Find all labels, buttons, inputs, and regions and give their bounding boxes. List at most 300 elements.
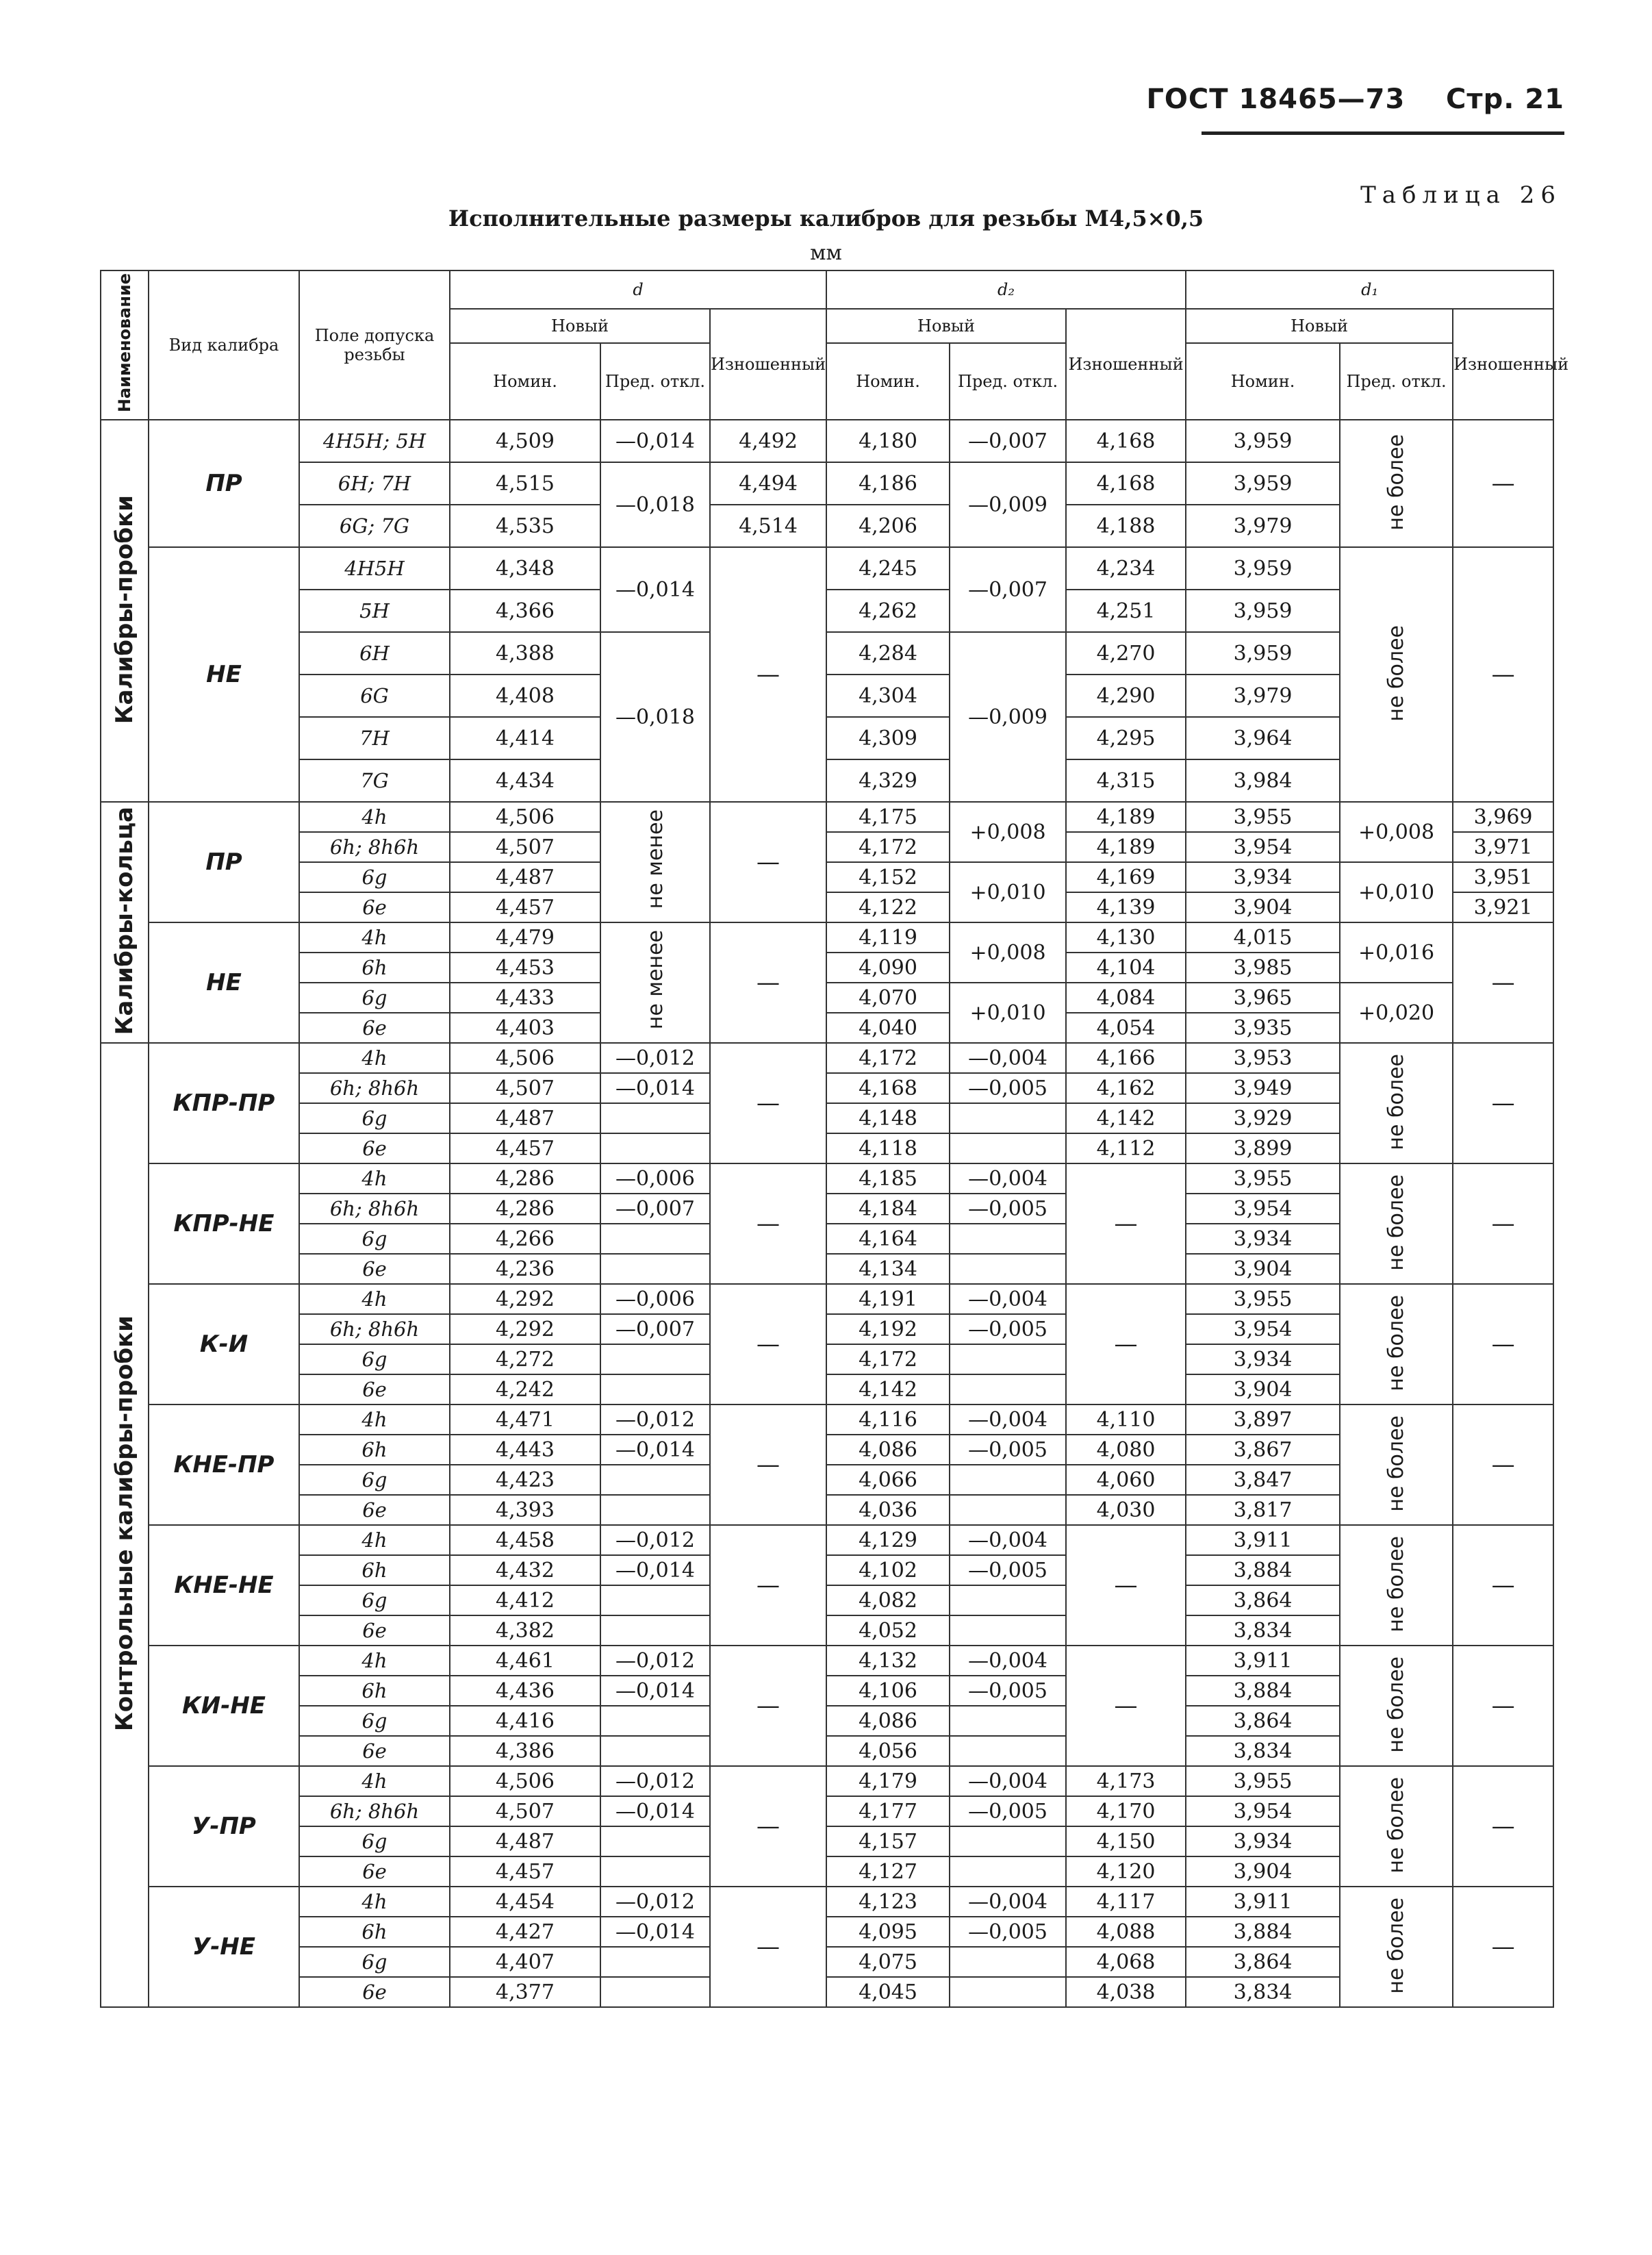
d2-worn-dash: — xyxy=(1066,1163,1186,1284)
group-name-cell xyxy=(101,802,149,1043)
d2-nominal: 4,118 xyxy=(826,1133,950,1163)
d1-nominal: 3,911 xyxy=(1186,1525,1340,1555)
table-row xyxy=(101,1013,1553,1043)
not-more-note: не более xyxy=(1384,433,1409,531)
table-unit: мм xyxy=(810,241,842,265)
d-nominal: 4,427 xyxy=(450,1917,600,1947)
gauge-table xyxy=(100,270,1569,2008)
tolerance-field: 6g xyxy=(299,862,450,892)
d2-nominal: 4,157 xyxy=(826,1826,950,1856)
table-row xyxy=(101,892,1553,922)
d1-nominal: 3,985 xyxy=(1186,953,1340,983)
d-nominal: 4,507 xyxy=(450,832,600,862)
table-row xyxy=(101,983,1553,1013)
d2-tolerance: —0,004 xyxy=(950,1163,1066,1194)
d-worn-header: Изношенный xyxy=(710,309,826,420)
not-less-note: не менее xyxy=(643,809,668,909)
d-nominal: 4,432 xyxy=(450,1555,600,1585)
d-tolerance: —0,012 xyxy=(600,1646,710,1676)
not-less-note: не менее xyxy=(643,930,668,1030)
d-nominal: 4,366 xyxy=(450,590,600,632)
d2-worn: 4,168 xyxy=(1066,462,1186,505)
d-tolerance xyxy=(600,1133,710,1163)
d2-nominal: 4,086 xyxy=(826,1706,950,1736)
gauge-type: НЕ xyxy=(149,547,299,802)
table-row xyxy=(101,1947,1553,1977)
d2-worn: 4,088 xyxy=(1066,1917,1186,1947)
d-tolerance: —0,012 xyxy=(600,1043,710,1073)
table-row xyxy=(101,462,1553,505)
d2-nominal: 4,186 xyxy=(826,462,950,505)
tolerance-field: 6g xyxy=(299,1465,450,1495)
table-row xyxy=(101,1676,1553,1706)
tolerance-field: 6g xyxy=(299,983,450,1013)
d1-nominal: 3,884 xyxy=(1186,1917,1340,1947)
gauge-type: НЕ xyxy=(149,922,299,1043)
d2-nominal-header: Номин. xyxy=(826,343,950,420)
table-row xyxy=(101,675,1553,717)
d1-worn-dash: — xyxy=(1453,1887,1553,2007)
d2-nominal: 4,066 xyxy=(826,1465,950,1495)
gauge-type: КНЕ-ПР xyxy=(149,1404,299,1525)
d2-tolerance xyxy=(950,1856,1066,1887)
d-nominal: 4,458 xyxy=(450,1525,600,1555)
tolerance-field: 6e xyxy=(299,892,450,922)
d1-nominal: 3,817 xyxy=(1186,1495,1340,1525)
d-tolerance: —0,012 xyxy=(600,1404,710,1435)
d2-nominal: 4,304 xyxy=(826,675,950,717)
d2-worn: 4,130 xyxy=(1066,922,1186,953)
d-tolerance xyxy=(600,1826,710,1856)
tolerance-field: 6g xyxy=(299,1344,450,1374)
table-row xyxy=(101,1224,1553,1254)
tolerance-field: 6g xyxy=(299,1224,450,1254)
d2-worn: 4,295 xyxy=(1066,717,1186,759)
group-name: Калибры-пробки xyxy=(111,494,138,725)
d2-worn: 4,038 xyxy=(1066,1977,1186,2007)
table-row xyxy=(101,1284,1553,1314)
d-nominal: 4,382 xyxy=(450,1615,600,1646)
tolerance-field: 6e xyxy=(299,1374,450,1404)
table-row xyxy=(101,1585,1553,1615)
d-nominal: 4,266 xyxy=(450,1224,600,1254)
d1-nominal: 3,934 xyxy=(1186,1224,1340,1254)
tolerance-field: 6e xyxy=(299,1495,450,1525)
tolerance-field: 4h xyxy=(299,1766,450,1796)
d2-nominal: 4,090 xyxy=(826,953,950,983)
d2-worn-dash: — xyxy=(1066,1525,1186,1646)
d1-nominal: 3,864 xyxy=(1186,1585,1340,1615)
d2-worn: 4,139 xyxy=(1066,892,1186,922)
d1-worn-dash: — xyxy=(1453,547,1553,802)
tolerance-field: 6H; 7H xyxy=(299,462,450,505)
table-row xyxy=(101,922,1553,953)
tolerance-field: 4H5H; 5H xyxy=(299,420,450,462)
d1-tolerance-note xyxy=(1340,1887,1453,2007)
d1-worn-dash: — xyxy=(1453,922,1553,1043)
d2-tolerance: +0,010 xyxy=(950,983,1066,1043)
d1-nominal: 3,864 xyxy=(1186,1947,1340,1977)
d-nominal: 4,377 xyxy=(450,1977,600,2007)
d2-worn-dash: — xyxy=(1066,1646,1186,1766)
d-tolerance xyxy=(600,1615,710,1646)
tolerance-field: 6g xyxy=(299,1947,450,1977)
table-row xyxy=(101,1796,1553,1826)
d1-worn-dash: — xyxy=(1453,1404,1553,1525)
table-row xyxy=(101,717,1553,759)
d1-nominal: 3,904 xyxy=(1186,892,1340,922)
d-worn-dash: — xyxy=(710,1525,826,1646)
tolerance-field: 6e xyxy=(299,1736,450,1766)
d-tolerance xyxy=(600,1947,710,1977)
d2-worn: 4,166 xyxy=(1066,1043,1186,1073)
d-worn-dash: — xyxy=(710,1284,826,1404)
d-nominal: 4,506 xyxy=(450,1043,600,1073)
d1-nominal: 3,953 xyxy=(1186,1043,1340,1073)
d2-nominal: 4,122 xyxy=(826,892,950,922)
d2-tolerance xyxy=(950,1465,1066,1495)
d2-worn: 4,060 xyxy=(1066,1465,1186,1495)
tolerance-field: 6h; 8h6h xyxy=(299,1073,450,1103)
table-row xyxy=(101,1706,1553,1736)
table-row xyxy=(101,1254,1553,1284)
not-more-note: не более xyxy=(1384,1656,1409,1753)
tolerance-field: 6e xyxy=(299,1133,450,1163)
d1-nominal: 3,959 xyxy=(1186,547,1340,590)
d-tolerance: —0,006 xyxy=(600,1284,710,1314)
d1-nominal: 3,959 xyxy=(1186,462,1340,505)
gauge-type: КПР-ПР xyxy=(149,1043,299,1163)
gauge-type: КИ-НЕ xyxy=(149,1646,299,1766)
d-worn: 4,492 xyxy=(710,420,826,462)
d-nominal: 4,454 xyxy=(450,1887,600,1917)
table-title: Исполнительные размеры калибров для резьбы М4,5×0,5 xyxy=(448,205,1204,231)
tolerance-field: 6g xyxy=(299,1706,450,1736)
d2-nominal: 4,206 xyxy=(826,505,950,547)
d1-worn: 3,951 xyxy=(1453,862,1553,892)
d1-nominal: 3,934 xyxy=(1186,862,1340,892)
d-nominal: 4,403 xyxy=(450,1013,600,1043)
d2-tolerance xyxy=(950,1103,1066,1133)
d1-nominal: 3,965 xyxy=(1186,983,1340,1013)
d2-nominal: 4,119 xyxy=(826,922,950,953)
table-row xyxy=(101,505,1553,547)
d2-tolerance: —0,004 xyxy=(950,1404,1066,1435)
table-row xyxy=(101,1314,1553,1344)
tolerance-field: 4h xyxy=(299,1163,450,1194)
d-tolerance: —0,014 xyxy=(600,1796,710,1826)
tolerance-field: 4h xyxy=(299,922,450,953)
table-row xyxy=(101,1977,1553,2007)
d2-tolerance: —0,007 xyxy=(950,547,1066,632)
not-more-note: не более xyxy=(1384,1535,1409,1633)
d1-worn: 3,971 xyxy=(1453,832,1553,862)
d2-tolerance xyxy=(950,1224,1066,1254)
d-tolerance xyxy=(600,1254,710,1284)
d1-nominal: 3,954 xyxy=(1186,1194,1340,1224)
tolerance-field: 6e xyxy=(299,1013,450,1043)
tolerance-field: 6e xyxy=(299,1856,450,1887)
d1-tolerance: +0,020 xyxy=(1340,983,1453,1043)
col-field-header: Поле допуска резьбы xyxy=(299,270,450,420)
d1-nominal: 3,847 xyxy=(1186,1465,1340,1495)
table-row xyxy=(101,1525,1553,1555)
table-number: Таблица 26 xyxy=(1360,181,1562,209)
d2-worn-header: Изношенный xyxy=(1066,309,1186,420)
d-worn: 4,514 xyxy=(710,505,826,547)
d-nominal: 4,487 xyxy=(450,862,600,892)
d1-nominal: 3,934 xyxy=(1186,1826,1340,1856)
d1-nominal: 3,911 xyxy=(1186,1646,1340,1676)
d2-nominal: 4,309 xyxy=(826,717,950,759)
d-worn-dash: — xyxy=(710,1163,826,1284)
d-worn-dash: — xyxy=(710,1043,826,1163)
d2-worn: 4,104 xyxy=(1066,953,1186,983)
d-tolerance: —0,014 xyxy=(600,547,710,632)
d2-tolerance: —0,005 xyxy=(950,1917,1066,1947)
d2-tolerance: —0,004 xyxy=(950,1525,1066,1555)
col-d-header: d xyxy=(450,270,826,309)
d2-tolerance xyxy=(950,1826,1066,1856)
d2-nominal: 4,127 xyxy=(826,1856,950,1887)
d1-worn-dash: — xyxy=(1453,1163,1553,1284)
d-tolerance: —0,006 xyxy=(600,1163,710,1194)
d-worn-dash: — xyxy=(710,1887,826,2007)
d2-nominal: 4,191 xyxy=(826,1284,950,1314)
page-number: Стр. 21 xyxy=(1446,84,1564,115)
d1-nominal: 3,935 xyxy=(1186,1013,1340,1043)
d-nominal: 4,292 xyxy=(450,1314,600,1344)
d-nominal: 4,487 xyxy=(450,1826,600,1856)
d-nominal: 4,457 xyxy=(450,1856,600,1887)
d1-tolerance-note xyxy=(1340,1525,1453,1646)
gauge-type: У-ПР xyxy=(149,1766,299,1887)
d2-tolerance: —0,005 xyxy=(950,1796,1066,1826)
d-tolerance xyxy=(600,1103,710,1133)
table-row xyxy=(101,1495,1553,1525)
d-nominal: 4,386 xyxy=(450,1736,600,1766)
d-nominal: 4,388 xyxy=(450,632,600,675)
d-tolerance xyxy=(600,1856,710,1887)
d1-nominal: 3,884 xyxy=(1186,1676,1340,1706)
table-row xyxy=(101,1856,1553,1887)
d-tolerance xyxy=(600,1374,710,1404)
d2-tolerance: —0,004 xyxy=(950,1887,1066,1917)
d-nominal: 4,286 xyxy=(450,1194,600,1224)
d2-worn: 4,120 xyxy=(1066,1856,1186,1887)
col-d2-header: d₂ xyxy=(826,270,1186,309)
d1-nominal: 3,934 xyxy=(1186,1344,1340,1374)
d1-tolerance-note xyxy=(1340,1766,1453,1887)
d-nominal: 4,292 xyxy=(450,1284,600,1314)
d2-nominal: 4,262 xyxy=(826,590,950,632)
d-nominal: 4,515 xyxy=(450,462,600,505)
d2-nominal: 4,164 xyxy=(826,1224,950,1254)
d1-worn-dash: — xyxy=(1453,1043,1553,1163)
d-nominal: 4,348 xyxy=(450,547,600,590)
d1-tol-header: Пред. откл. xyxy=(1340,343,1453,420)
d-tolerance: —0,014 xyxy=(600,1676,710,1706)
tolerance-field: 6h xyxy=(299,1555,450,1585)
d1-tolerance: +0,008 xyxy=(1340,802,1453,862)
d1-tolerance-note xyxy=(1340,1284,1453,1404)
d1-nominal: 3,955 xyxy=(1186,1766,1340,1796)
d-worn-dash: — xyxy=(710,1404,826,1525)
d2-worn: 4,251 xyxy=(1066,590,1186,632)
gauge-type: ПР xyxy=(149,420,299,547)
d-nominal: 4,286 xyxy=(450,1163,600,1194)
d2-tolerance: —0,004 xyxy=(950,1646,1066,1676)
d2-tolerance: —0,004 xyxy=(950,1766,1066,1796)
d1-worn-dash: — xyxy=(1453,1766,1553,1887)
d-nominal: 4,453 xyxy=(450,953,600,983)
d-nominal: 4,506 xyxy=(450,1766,600,1796)
d-nominal: 4,433 xyxy=(450,983,600,1013)
d2-nominal: 4,172 xyxy=(826,832,950,862)
d1-nominal: 3,867 xyxy=(1186,1435,1340,1465)
d1-nominal: 3,897 xyxy=(1186,1404,1340,1435)
d-nominal: 4,408 xyxy=(450,675,600,717)
d-tolerance: —0,012 xyxy=(600,1766,710,1796)
tolerance-field: 6H xyxy=(299,632,450,675)
d2-nominal: 4,056 xyxy=(826,1736,950,1766)
d-tolerance: —0,014 xyxy=(600,1435,710,1465)
table-row xyxy=(101,1073,1553,1103)
d-nominal: 4,412 xyxy=(450,1585,600,1615)
table-body xyxy=(101,420,1553,2007)
d2-tolerance xyxy=(950,1615,1066,1646)
d2-tolerance: —0,004 xyxy=(950,1284,1066,1314)
d-nominal: 4,443 xyxy=(450,1435,600,1465)
table-row xyxy=(101,1163,1553,1194)
d2-tolerance: —0,005 xyxy=(950,1314,1066,1344)
d2-tol-header: Пред. откл. xyxy=(950,343,1066,420)
d-nominal: 4,487 xyxy=(450,1103,600,1133)
d1-nominal: 3,964 xyxy=(1186,717,1340,759)
standard-number: ГОСТ 18465—73 xyxy=(1146,84,1406,115)
d2-nominal: 4,040 xyxy=(826,1013,950,1043)
tolerance-field: 4h xyxy=(299,1887,450,1917)
d1-nominal: 3,899 xyxy=(1186,1133,1340,1163)
d2-nominal: 4,152 xyxy=(826,862,950,892)
d2-nominal: 4,070 xyxy=(826,983,950,1013)
tolerance-field: 6h xyxy=(299,1676,450,1706)
d2-nominal: 4,177 xyxy=(826,1796,950,1826)
d-tolerance xyxy=(600,922,710,1043)
d1-worn-dash: — xyxy=(1453,420,1553,547)
d-nominal: 4,461 xyxy=(450,1646,600,1676)
table-row xyxy=(101,862,1553,892)
d2-worn: 4,054 xyxy=(1066,1013,1186,1043)
header-rule xyxy=(1202,131,1564,135)
d2-worn: 4,110 xyxy=(1066,1404,1186,1435)
tolerance-field: 7H xyxy=(299,717,450,759)
d2-worn: 4,112 xyxy=(1066,1133,1186,1163)
gauge-type: ПР xyxy=(149,802,299,922)
d-nominal: 4,236 xyxy=(450,1254,600,1284)
d2-nominal: 4,168 xyxy=(826,1073,950,1103)
col-type-header: Вид калибра xyxy=(149,270,299,420)
d-tolerance xyxy=(600,1977,710,2007)
tolerance-field: 6g xyxy=(299,1585,450,1615)
d-nominal: 4,471 xyxy=(450,1404,600,1435)
table-row xyxy=(101,832,1553,862)
d-nominal: 4,423 xyxy=(450,1465,600,1495)
d2-worn: 4,315 xyxy=(1066,759,1186,802)
d1-nominal: 3,955 xyxy=(1186,1284,1340,1314)
gauge-type: К-И xyxy=(149,1284,299,1404)
d2-worn: 4,030 xyxy=(1066,1495,1186,1525)
d2-nominal: 4,106 xyxy=(826,1676,950,1706)
d-nominal: 4,272 xyxy=(450,1344,600,1374)
d-nominal: 4,242 xyxy=(450,1374,600,1404)
table-row xyxy=(101,1646,1553,1676)
tolerance-field: 7G xyxy=(299,759,450,802)
d-tolerance: —0,007 xyxy=(600,1194,710,1224)
d-tolerance: —0,014 xyxy=(600,1555,710,1585)
tolerance-field: 4h xyxy=(299,802,450,832)
d2-tolerance xyxy=(950,1254,1066,1284)
tolerance-field: 6e xyxy=(299,1977,450,2007)
d-nominal: 4,506 xyxy=(450,802,600,832)
d1-worn: 3,969 xyxy=(1453,802,1553,832)
d1-nominal: 3,834 xyxy=(1186,1736,1340,1766)
d-nominal: 4,436 xyxy=(450,1676,600,1706)
d-nominal: 4,393 xyxy=(450,1495,600,1525)
d1-nominal: 3,884 xyxy=(1186,1555,1340,1585)
table-row xyxy=(101,1043,1553,1073)
d-tolerance: —0,012 xyxy=(600,1887,710,1917)
d1-worn: 3,921 xyxy=(1453,892,1553,922)
tolerance-field: 4h xyxy=(299,1284,450,1314)
table-row xyxy=(101,759,1553,802)
d2-tolerance xyxy=(950,1585,1066,1615)
gauge-type: У-НЕ xyxy=(149,1887,299,2007)
d-tolerance xyxy=(600,1224,710,1254)
d-worn: 4,494 xyxy=(710,462,826,505)
d1-nominal: 4,015 xyxy=(1186,922,1340,953)
d2-worn: 4,168 xyxy=(1066,420,1186,462)
d2-tolerance: —0,005 xyxy=(950,1555,1066,1585)
tolerance-field: 6h xyxy=(299,1435,450,1465)
d2-tolerance: —0,009 xyxy=(950,462,1066,547)
d2-nominal: 4,129 xyxy=(826,1525,950,1555)
d2-worn: 4,150 xyxy=(1066,1826,1186,1856)
d-nominal: 4,414 xyxy=(450,717,600,759)
d-tolerance: —0,007 xyxy=(600,1314,710,1344)
d2-nominal: 4,284 xyxy=(826,632,950,675)
d2-worn: 4,142 xyxy=(1066,1103,1186,1133)
d2-tolerance xyxy=(950,1947,1066,1977)
tolerance-field: 6h xyxy=(299,1917,450,1947)
d-nominal: 4,509 xyxy=(450,420,600,462)
not-more-note: не более xyxy=(1384,1174,1409,1271)
col-d1-header: d₁ xyxy=(1186,270,1553,309)
d2-tolerance xyxy=(950,1344,1066,1374)
d1-worn-dash: — xyxy=(1453,1646,1553,1766)
tolerance-field: 6G; 7G xyxy=(299,505,450,547)
d-tolerance xyxy=(600,1495,710,1525)
d-tolerance: —0,014 xyxy=(600,1073,710,1103)
tolerance-field: 4h xyxy=(299,1404,450,1435)
d1-nominal: 3,955 xyxy=(1186,802,1340,832)
d1-nominal: 3,959 xyxy=(1186,590,1340,632)
d2-tolerance xyxy=(950,1977,1066,2007)
d1-nominal: 3,904 xyxy=(1186,1254,1340,1284)
d1-tolerance-note xyxy=(1340,1404,1453,1525)
d-tolerance: —0,014 xyxy=(600,420,710,462)
d1-nominal: 3,984 xyxy=(1186,759,1340,802)
